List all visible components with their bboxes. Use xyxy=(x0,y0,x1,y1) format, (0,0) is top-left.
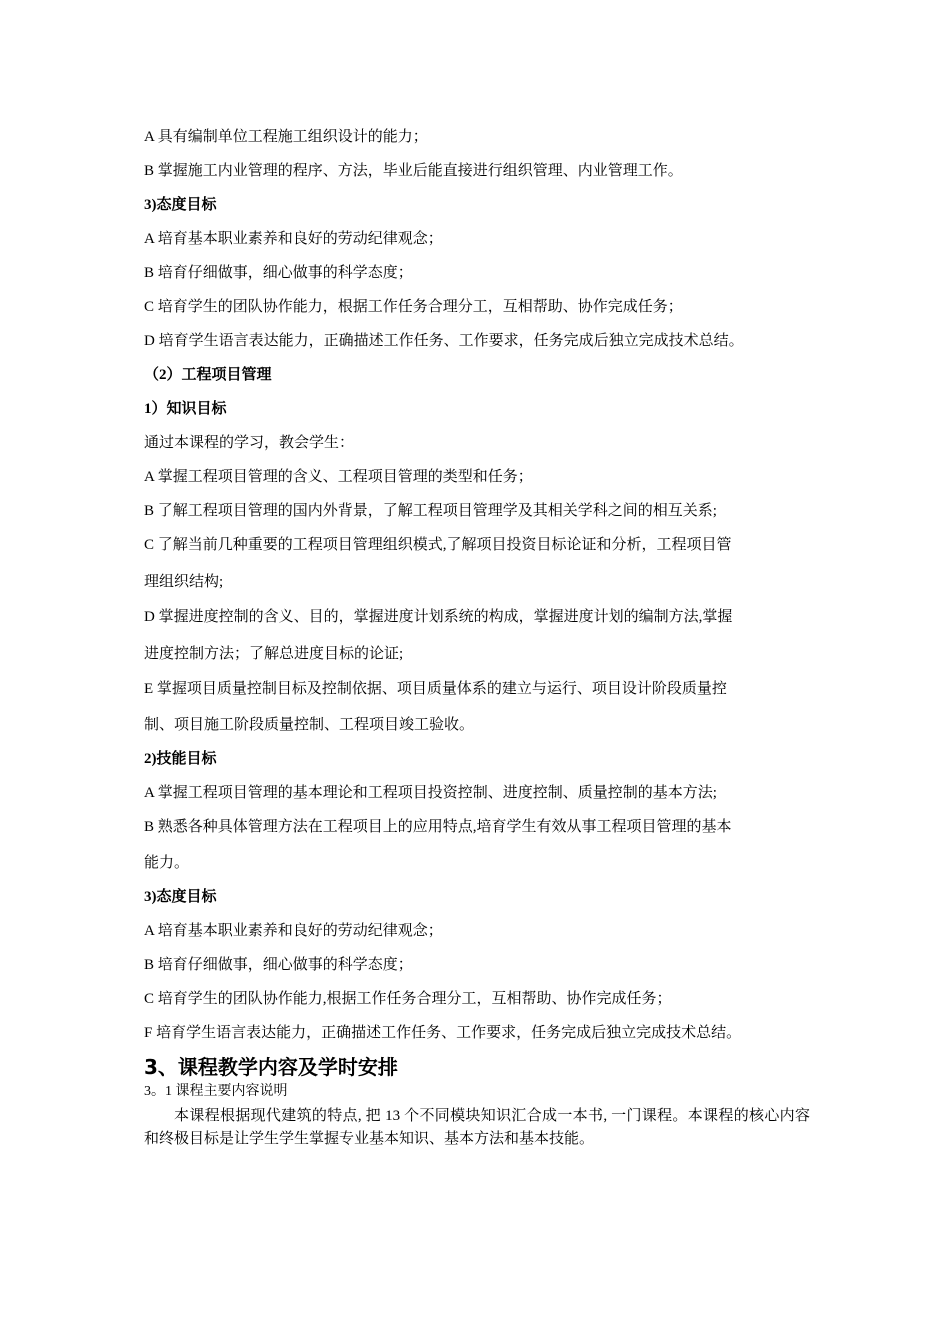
knowledge-intro: 通过本课程的学习，教会学生： xyxy=(144,435,355,451)
section3-paragraph: 本课程根据现代建筑的特点, 把 13 个不同模块知识汇合成一本书, 一门课程。本课程的核心内容和终极目标是让学生学生掌握专业基本知识、基本方法和基本技能。 xyxy=(144,1108,810,1147)
attitude-item-d: D 培育学生语言表达能力，正确描述工作任务、工作要求，任务完成后独立完成技术总结。 xyxy=(144,333,744,349)
knowledge-item-c-line1: C 了解当前几种重要的工程项目管理组织模式,了解项目投资目标论证和分析，工程项目管 xyxy=(144,537,732,553)
knowledge-item-b: B 了解工程项目管理的国内外背景，了解工程项目管理学及其相关学科之间的相互关系; xyxy=(144,503,717,519)
knowledge-item-e-line1: E 掌握项目质量控制目标及控制依据、项目质量体系的建立与运行、项目设计阶段质量控 xyxy=(144,681,727,697)
attitude-item-c: C 培育学生的团队协作能力，根据工作任务合理分工，互相帮助、协作完成任务； xyxy=(144,299,683,315)
knowledge-item-e-line2: 制、项目施工阶段质量控制、工程项目竣工验收。 xyxy=(144,717,475,733)
skill-item-b: B 掌握施工内业管理的程序、方法，毕业后能直接进行组织管理、内业管理工作。 xyxy=(144,163,683,179)
skill-item-a: A 具有编制单位工程施工组织设计的能力； xyxy=(144,129,428,145)
attitude2-item-a: A 培育基本职业素养和良好的劳动纪律观念； xyxy=(144,923,443,939)
skill2-item-b-line1: B 熟悉各种具体管理方法在工程项目上的应用特点,培育学生有效从事工程项目管理的基本 xyxy=(144,819,732,835)
attitude2-item-b: B 培育仔细做事，细心做事的科学态度； xyxy=(144,957,413,973)
knowledge-item-a: A 掌握工程项目管理的含义、工程项目管理的类型和任务； xyxy=(144,469,533,485)
knowledge-item-d-line1: D 掌握进度控制的含义、目的，掌握进度计划系统的构成，掌握进度计划的编制方法,掌握 xyxy=(144,609,733,625)
skill-heading: 2)技能目标 xyxy=(144,751,217,767)
attitude-heading: 3)态度目标 xyxy=(144,197,217,213)
knowledge-heading: 1）知识目标 xyxy=(144,401,227,417)
section-heading-project-management: （2）工程项目管理 xyxy=(144,367,272,383)
section3-heading: 3、课程教学内容及学时安排 xyxy=(144,1055,398,1079)
attitude2-item-c: C 培育学生的团队协作能力,根据工作任务合理分工，互相帮助、协作完成任务； xyxy=(144,991,672,1007)
knowledge-item-c-line2: 理组织结构; xyxy=(144,574,224,590)
attitude2-heading: 3)态度目标 xyxy=(144,889,217,905)
skill2-item-a: A 掌握工程项目管理的基本理论和工程项目投资控制、进度控制、质量控制的基本方法; xyxy=(144,785,717,801)
attitude2-item-f: F 培育学生语言表达能力，正确描述工作任务、工作要求，任务完成后独立完成技术总结。 xyxy=(144,1025,742,1041)
attitude-item-a: A 培育基本职业素养和良好的劳动纪律观念； xyxy=(144,231,443,247)
attitude-item-b: B 培育仔细做事，细心做事的科学态度； xyxy=(144,265,413,281)
section3-subheading: 3。1 课程主要内容说明 xyxy=(144,1084,288,1099)
knowledge-item-d-line2: 进度控制方法；了解总进度目标的论证; xyxy=(144,646,404,662)
skill2-item-b-line2: 能力。 xyxy=(144,855,190,871)
